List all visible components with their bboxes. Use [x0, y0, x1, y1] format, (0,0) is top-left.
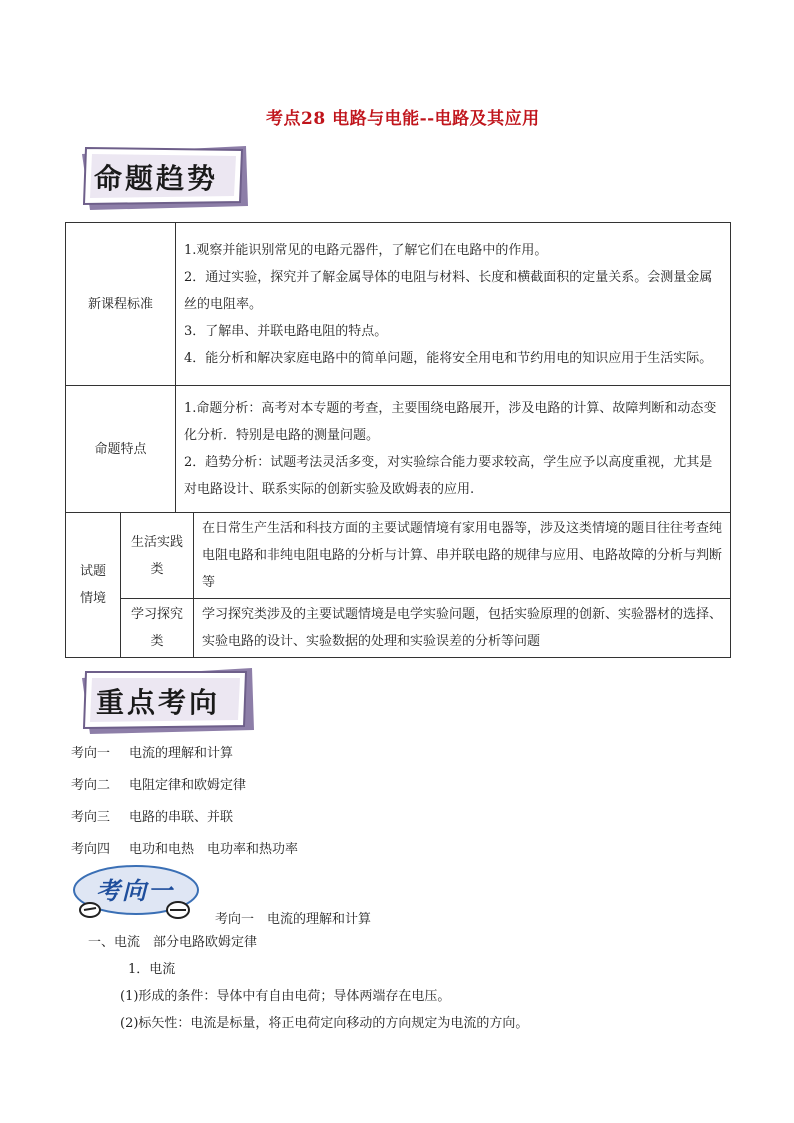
standard-item: 2．通过实验，探究并了解金属导体的电阻与材料、长度和横截面积的定量关系。会测量金属丝的电阻率。: [184, 269, 713, 312]
section-subtitle: 考向一 电流的理解和计算: [215, 912, 372, 927]
paragraph-line: (1)形成的条件：导体中有自由电荷；导体两端存在电压。: [120, 989, 451, 1004]
standard-item: 1.观察并能识别常见的电路元器件，了解它们在电路中的作用。: [184, 242, 548, 258]
features-content: [176, 386, 731, 513]
direction-number: 考向三: [71, 810, 111, 825]
table-row: [66, 223, 731, 386]
direction-number: 考向四: [71, 842, 111, 857]
sub-label-study: 学习探究类: [121, 599, 194, 658]
table-row: [66, 513, 731, 599]
sub-label-life: 生活实践类: [121, 513, 194, 599]
features-item: 2．趋势分析：试题考法灵活多变，对实验综合能力要求较高，学生应予以高度重视，尤其是对电路设计、联系实际的创新实验及欧姆表的应用.: [184, 455, 713, 497]
row-label-features: 命题特点: [66, 386, 176, 513]
trend-banner: [76, 142, 250, 212]
key-directions-banner: [76, 664, 256, 736]
direction-number: 考向一: [71, 746, 111, 761]
direction-number: 考向二: [71, 778, 111, 793]
direction-one-badge: [70, 862, 200, 922]
badge-text: 考向一: [96, 876, 174, 905]
standard-item: 3．了解串、并联电路电阻的特点。: [184, 323, 388, 339]
standard-content: [176, 223, 731, 386]
direction-text: 电流的理解和计算: [129, 746, 234, 761]
table-row: [66, 599, 731, 658]
list-item: [71, 808, 298, 840]
point-heading: 1．电流: [128, 962, 176, 977]
direction-text: 电路的串联、并联: [129, 810, 234, 825]
life-content: 在日常生产生活和科技方面的主要试题情境有家用电器等，涉及这类情境的题目往往考查纯电阻电路和非纯电阻电路的分析与计算、串并联电路的规律与应用、电路故障的分析与判断等: [194, 513, 731, 599]
row-label-standard: 新课程标准: [66, 223, 176, 386]
direction-list: [71, 744, 298, 872]
direction-text: 电阻定律和欧姆定律: [129, 778, 247, 793]
study-content: 学习探究类涉及的主要试题情境是电学实验问题，包括实验原理的创新、实验器材的选择、实验电路的设计、实验数据的处理和实验误差的分析等问题: [194, 599, 731, 658]
list-item: [71, 776, 298, 808]
page-title: 考点28 电路与电能--电路及其应用: [266, 109, 540, 129]
row-label-scenario: [66, 513, 121, 658]
key-directions-banner-text: 重点考向: [96, 686, 221, 719]
direction-text: 电功和电热 电功率和热功率: [129, 842, 299, 857]
paragraph-line: (2)标矢性：电流是标量，将正电荷定向移动的方向规定为电流的方向。: [120, 1016, 529, 1031]
trend-table: [65, 222, 731, 658]
standard-item: 4．能分析和解决家庭电路中的简单问题，能将安全用电和节约用电的知识应用于生活实际。: [184, 350, 713, 366]
features-item: 1.命题分析：高考对本专题的考查，主要围绕电路展开，涉及电路的计算、故障判断和动态变化分析．特别是电路的测量问题。: [184, 401, 717, 443]
list-item: [71, 744, 298, 776]
section-heading: 一、电流 部分电路欧姆定律: [88, 935, 258, 950]
trend-banner-text: 命题趋势: [94, 162, 219, 195]
table-row: [66, 386, 731, 513]
scenario-label: 试题情境: [80, 564, 107, 606]
